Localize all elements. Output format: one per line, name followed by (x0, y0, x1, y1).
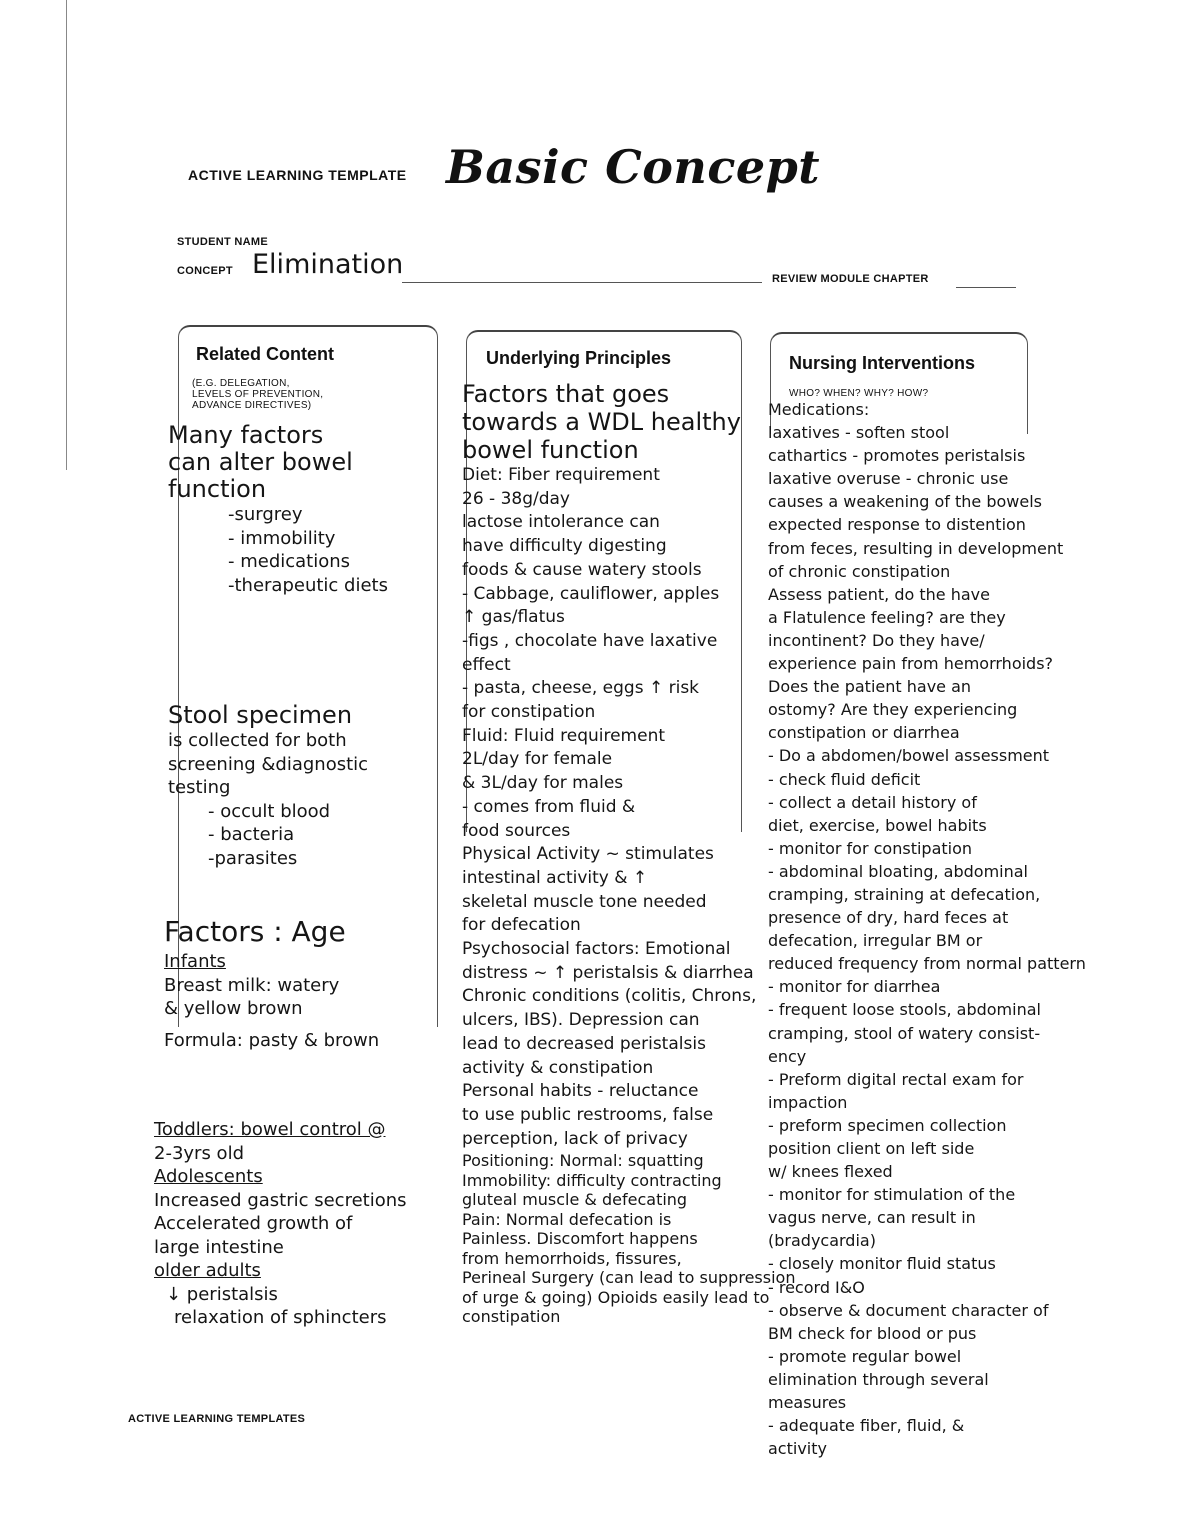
student-name-label: STUDENT NAME (177, 236, 268, 248)
nursing-intervention-line: - collect a detail history of (768, 792, 977, 812)
concept-label: CONCEPT (177, 265, 233, 277)
nursing-intervention-line: - adequate fiber, fluid, & (768, 1416, 965, 1436)
nursing-interventions-subtitle: WHO? WHEN? WHY? HOW? (789, 388, 929, 399)
nursing-intervention-line: - check fluid deficit (768, 769, 921, 789)
nursing-intervention-line: activity (768, 1439, 827, 1459)
underlying-principle-line: Psychosocial factors: Emotional (462, 939, 731, 960)
nursing-intervention-line: vagus nerve, can result in (768, 1208, 976, 1228)
underlying-principle-line: Perineal Surgery (can lead to suppression (462, 1268, 796, 1288)
nursing-intervention-line: causes a weakening of the bowels (768, 492, 1042, 512)
underlying-principle-line: lead to decreased peristalsis (462, 1033, 706, 1054)
related-block-age: Factors : Age Infants Breast milk: watery & yellow brown Formula: pasty & brown (164, 915, 380, 1051)
underlying-principle-line: 2L/day for female (462, 749, 613, 770)
nursing-intervention-line: Does the patient have an (768, 677, 972, 697)
nursing-intervention-line: experience pain from hemorrhoids? (768, 654, 1054, 674)
related-block-lifespan: Toddlers: bowel control @ 2-3yrs old Adolescents Increased gastric secretions Accelerated growth of large intestine older adults ↓ peristalsis relaxation of sphincters (154, 1119, 407, 1328)
underlying-principle-line: Diet: Fiber requirement (462, 465, 660, 485)
underlying-principle-line: intestinal activity & ↑ (462, 867, 648, 888)
underlying-principle-line: constipation (462, 1307, 561, 1327)
nursing-intervention-line: w/ knees flexed (768, 1162, 893, 1182)
underlying-principle-line: 26 - 38g/day (462, 488, 570, 509)
nursing-intervention-line: expected response to distention (768, 515, 1026, 535)
underlying-principle-line: for defecation (462, 915, 581, 936)
underlying-principle-line: - Cabbage, cauliflower, apples (462, 583, 720, 604)
nursing-intervention-line: - frequent loose stools, abdominal (768, 1000, 1041, 1020)
template-label: ACTIVE LEARNING TEMPLATE (188, 167, 407, 183)
nursing-intervention-line: ostomy? Are they experiencing (768, 700, 1018, 720)
nursing-intervention-line: Medications: (768, 400, 870, 419)
nursing-intervention-line: of chronic constipation (768, 561, 951, 581)
nursing-intervention-line: ency (768, 1046, 807, 1066)
review-module-label: REVIEW MODULE CHAPTER (772, 273, 929, 285)
underlying-principle-line: bowel function (462, 436, 639, 464)
underlying-principle-line: towards a WDL healthy (462, 408, 741, 436)
underlying-principle-line: have difficulty digesting (462, 536, 667, 557)
nursing-intervention-line: - monitor for stimulation of the (768, 1185, 1016, 1205)
underlying-principle-line: Positioning: Normal: squatting (462, 1151, 704, 1171)
underlying-principle-line: Painless. Discomfort happens (462, 1229, 698, 1249)
nursing-intervention-line: from feces, resulting in development (768, 538, 1064, 558)
underlying-principle-line: Personal habits - reluctance (462, 1081, 699, 1102)
related-block-factors: Many factors can alter bowel function -surgrey - immobility - medications -therapeutic diets (168, 421, 388, 596)
related-block-stool: Stool specimen is collected for both screening &diagnostic testing - occult blood - bacteria -parasites (168, 701, 369, 869)
underlying-principle-line: perception, lack of privacy (462, 1128, 688, 1149)
nursing-interventions-text (768, 398, 1128, 1460)
nursing-intervention-line: - promote regular bowel (768, 1346, 962, 1366)
nursing-intervention-line: - monitor for diarrhea (768, 977, 941, 997)
nursing-intervention-line: constipation or diarrhea (768, 723, 960, 743)
underlying-principle-line: - comes from fluid & (462, 796, 636, 817)
underlying-principle-line: ulcers, IBS). Depression can (462, 1010, 700, 1031)
underlying-principle-line: Immobility: difficulty contracting (462, 1170, 722, 1190)
underlying-principle-line: effect (462, 654, 511, 675)
nursing-intervention-line: a Flatulence feeling? are they (768, 607, 1006, 627)
nursing-intervention-line: reduced frequency from normal pattern (768, 954, 1086, 974)
underlying-principle-line: distress ~ ↑ peristalsis & diarrhea (462, 962, 754, 983)
underlying-principle-line: - pasta, cheese, eggs ↑ risk (462, 678, 700, 699)
underlying-principle-line: Pain: Normal defecation is (462, 1209, 672, 1229)
nursing-intervention-line: - closely monitor fluid status (768, 1254, 996, 1274)
nursing-intervention-line: defecation, irregular BM or (768, 931, 983, 951)
nursing-intervention-line: - Preform digital rectal exam for (768, 1069, 1024, 1089)
review-module-line (956, 287, 1016, 288)
nursing-intervention-line: cramping, straining at defecation, (768, 884, 1041, 904)
nursing-intervention-line: (bradycardia) (768, 1231, 876, 1251)
nursing-intervention-line: laxative overuse - chronic use (768, 469, 1009, 489)
underlying-principle-line: gluteal muscle & defecating (462, 1190, 688, 1210)
underlying-principle-line: foods & cause watery stools (462, 559, 702, 580)
concept-line (402, 282, 762, 283)
nursing-intervention-line: elimination through several (768, 1369, 989, 1389)
footer-label: ACTIVE LEARNING TEMPLATES (128, 1413, 306, 1425)
nursing-intervention-line: cathartics - promotes peristalsis (768, 446, 1026, 466)
nursing-intervention-line: BM check for blood or pus (768, 1323, 977, 1343)
nursing-intervention-line: - record I&O (768, 1277, 865, 1297)
underlying-principle-line: lactose intolerance can (462, 512, 660, 533)
nursing-intervention-line: - Do a abdomen/bowel assessment (768, 746, 1050, 766)
page-title: Basic Concept (446, 140, 821, 194)
underlying-principle-line: from hemorrhoids, fissures, (462, 1248, 682, 1268)
underlying-principle-line: Chronic conditions (colitis, Chrons, (462, 986, 757, 1007)
nursing-intervention-line: position client on left side (768, 1139, 975, 1158)
underlying-principle-line: food sources (462, 820, 571, 841)
underlying-principle-line: Fluid: Fluid requirement (462, 725, 666, 746)
related-content-heading: Related Content (196, 344, 335, 364)
nursing-intervention-line: - abdominal bloating, abdominal (768, 861, 1028, 881)
concept-value: Elimination (252, 249, 404, 280)
nursing-intervention-line: incontinent? Do they have/ (768, 630, 985, 650)
nursing-intervention-line: - monitor for constipation (768, 838, 973, 858)
scan-edge (66, 0, 67, 470)
underlying-principle-line: of urge & going) Opioids easily lead to (462, 1287, 770, 1307)
underlying-principle-line: for constipation (462, 702, 596, 723)
nursing-intervention-line: - observe & document character of (768, 1300, 1049, 1320)
underlying-principle-line: activity & constipation (462, 1057, 654, 1078)
underlying-principle-line: -figs , chocolate have laxative (462, 630, 718, 651)
underlying-principle-line: to use public restrooms, false (462, 1104, 714, 1125)
underlying-principle-line: Factors that goes (462, 380, 670, 408)
nursing-intervention-line: - preform specimen collection (768, 1115, 1007, 1135)
nursing-intervention-line: measures (768, 1393, 847, 1413)
nursing-intervention-line: cramping, stool of watery consist- (768, 1023, 1041, 1043)
underlying-principles-heading: Underlying Principles (486, 348, 672, 368)
nursing-intervention-line: presence of dry, hard feces at (768, 908, 1009, 928)
related-content-subtitle: (E.G. DELEGATION, LEVELS OF PREVENTION, ADVANCE DIRECTIVES) (192, 378, 324, 411)
underlying-principle-line: & 3L/day for males (462, 773, 624, 794)
nursing-intervention-line: laxatives - soften stool (768, 423, 950, 443)
underlying-principle-line: Physical Activity ~ stimulates (462, 844, 714, 865)
nursing-intervention-line: diet, exercise, bowel habits (768, 815, 987, 835)
nursing-intervention-line: impaction (768, 1092, 848, 1112)
underlying-principle-line: skeletal muscle tone needed (462, 891, 707, 912)
nursing-interventions-heading: Nursing Interventions (789, 353, 976, 373)
underlying-principle-line: ↑ gas/flatus (462, 607, 565, 628)
nursing-intervention-line: Assess patient, do the have (768, 584, 990, 604)
